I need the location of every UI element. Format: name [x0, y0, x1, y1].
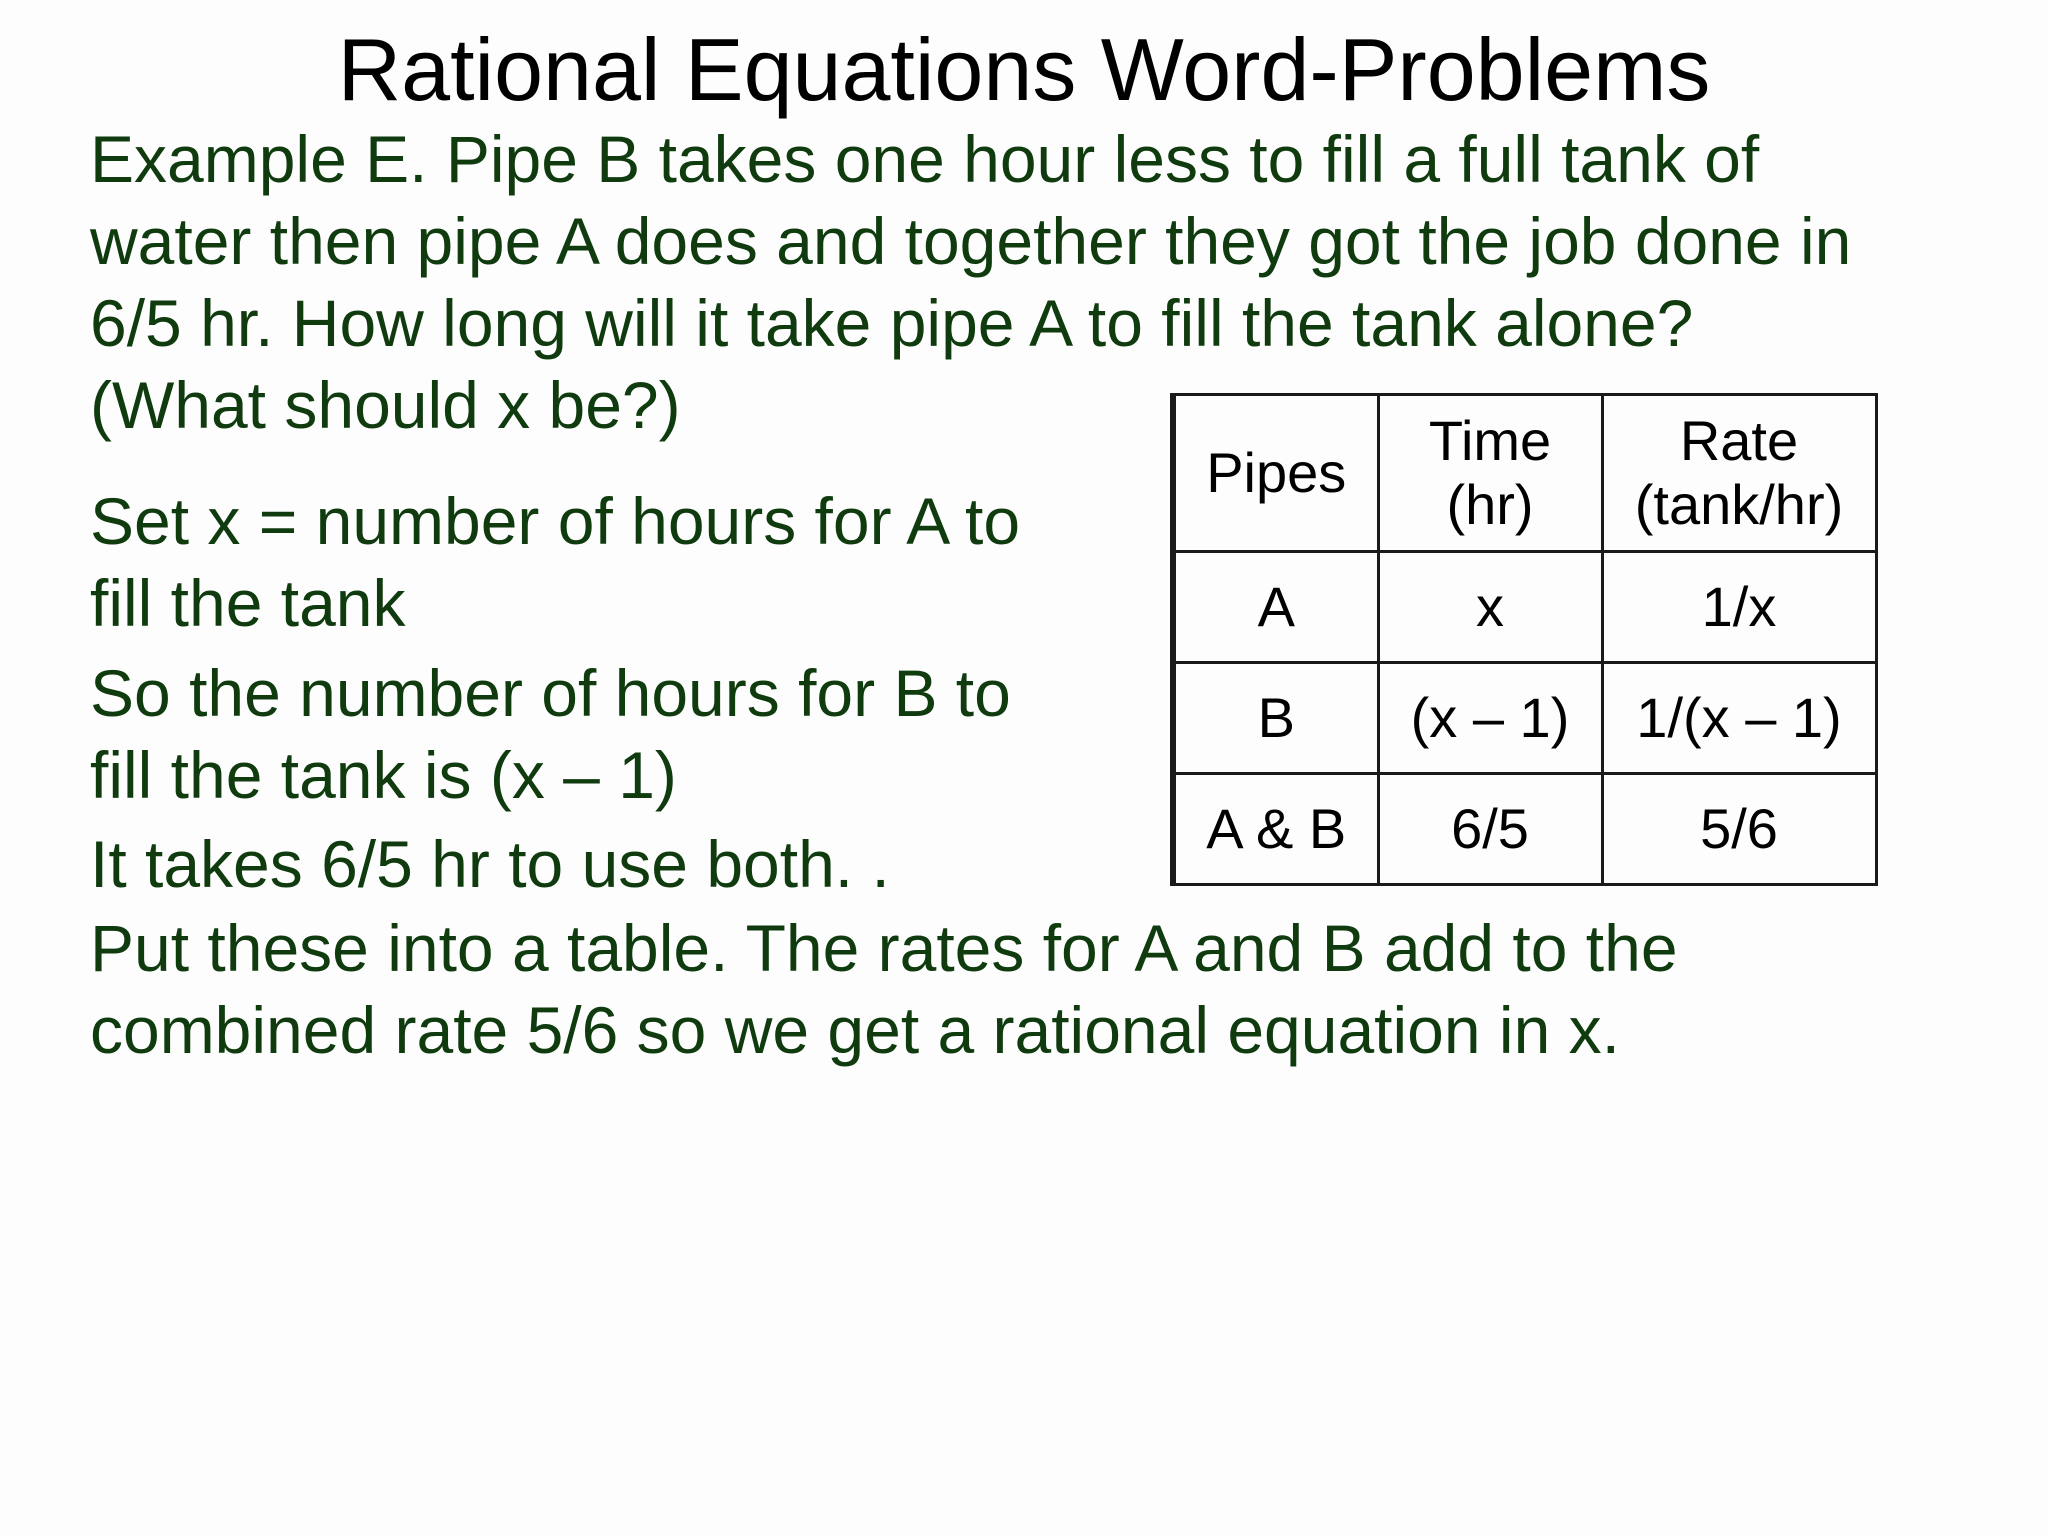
- problem-question: (What should x be?): [90, 368, 681, 442]
- header-time-label: Time: [1428, 409, 1552, 472]
- slide-title: Rational Equations Word-Problems: [337, 20, 1711, 119]
- rate-table: [1170, 393, 1878, 886]
- set-x-definition: [90, 480, 1020, 644]
- header-time-unit: (hr): [1446, 473, 1534, 536]
- pipe-b-definition: [90, 652, 1011, 816]
- conclusion-statement: [90, 907, 1678, 1071]
- table-row: [1173, 552, 1876, 663]
- header-rate: [1602, 395, 1876, 552]
- table-row: [1173, 663, 1876, 774]
- cell-rate: 5/6: [1602, 774, 1876, 885]
- problem-line: water then pipe A does and together they got the job done in: [90, 204, 1852, 278]
- cell-pipe: A: [1173, 552, 1378, 663]
- header-rate-unit: (tank/hr): [1634, 473, 1844, 536]
- set-x-line: Set x = number of hours for A to: [90, 484, 1021, 558]
- cell-rate: 1/(x – 1): [1602, 663, 1876, 774]
- combined-time-statement: [90, 823, 890, 905]
- cell-time: 6/5: [1378, 774, 1602, 885]
- header-time: [1378, 395, 1602, 552]
- cell-pipe: B: [1173, 663, 1378, 774]
- cell-pipe: A & B: [1173, 774, 1378, 885]
- problem-line: 6/5 hr. How long will it take pipe A to fill the tank alone?: [90, 286, 1694, 360]
- table-row: [1173, 774, 1876, 885]
- conclusion-line: combined rate 5/6 so we get a rational equation in x.: [90, 993, 1620, 1067]
- table-header-row: [1173, 395, 1876, 552]
- pipe-b-line: So the number of hours for B to: [90, 656, 1011, 730]
- set-x-line: fill the tank: [90, 566, 406, 640]
- pipe-b-line: fill the tank is (x – 1): [90, 738, 677, 812]
- cell-rate: 1/x: [1602, 552, 1876, 663]
- problem-line: Example E. Pipe B takes one hour less to fill a full tank of: [90, 122, 1760, 196]
- cell-time: (x – 1): [1378, 663, 1602, 774]
- header-rate-label: Rate: [1679, 409, 1799, 472]
- combined-time-line: It takes 6/5 hr to use both. .: [90, 827, 890, 901]
- cell-time: x: [1378, 552, 1602, 663]
- conclusion-line: Put these into a table. The rates for A and B add to the: [90, 911, 1678, 985]
- header-pipes: Pipes: [1173, 395, 1378, 552]
